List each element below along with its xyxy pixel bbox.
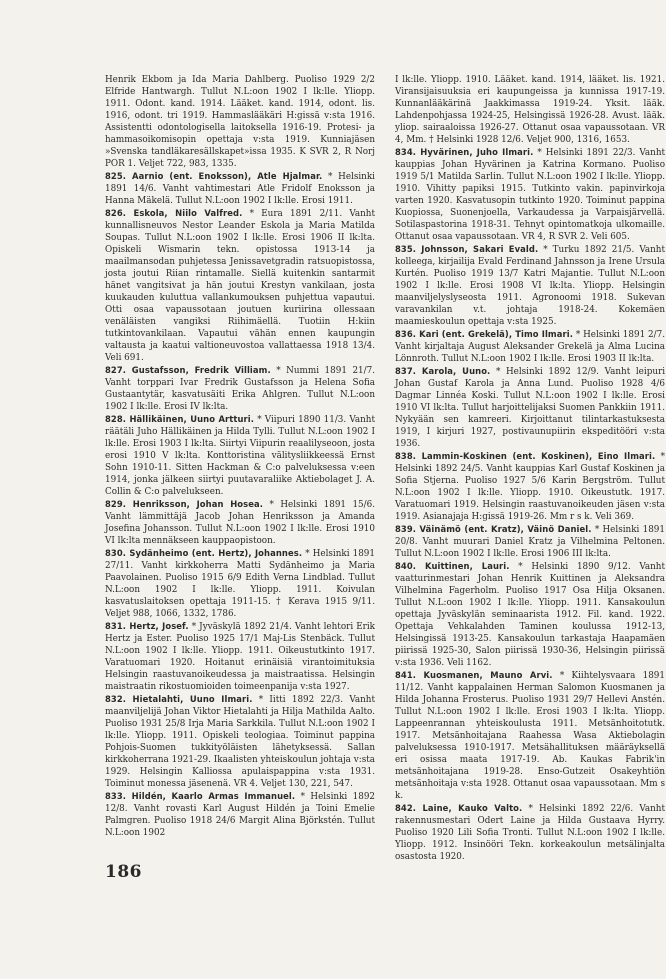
entry-body: * Helsinki 1892 22/6. Vanht rakennusmestari Odert Laine ja Hilda Gustaava Hyrry. Puoliso 1920 Lili Sofia Tronti. Tullut N.L:oon 1902 I lk:lle. Yliopp. 1912. Insinööri Tekn. korkeakoulun metsälinjalta osastosta 1920. (395, 804, 665, 862)
biography-entry (395, 328, 665, 365)
biography-entry (105, 620, 375, 693)
biography-entry (395, 243, 665, 328)
entry-body: * Helsinki 1892 24/5. Vanht kauppias Karl Gustaf Koskinen ja Sofia Stjerna. Puoliso 1927 5/6 Karin Bergström. Tullut N.L:oon 1902 I lk:lle. Yliopp. 1910. Oikeustutk. 1917. Varatuomari 1919. Helsingin raastuvanoikeuden jäsen v:sta 1919. Asianajaja H:gissä 1919-26. Mm r s k. Veli 369. (395, 452, 666, 522)
entry-heading: 830. Sydänheimo (ent. Hertz), Johannes. (105, 548, 303, 558)
biography-entry (105, 693, 375, 790)
biography-entry (395, 560, 665, 669)
entry-body: * Helsinki 1891 2/7. Vanht kirjaltaja August Aleksander Grekelä ja Alma Lucina Lönnroth. Tullut N.L:oon 1902 I lk:lle. Erosi 1903 II lk:lta. (395, 330, 665, 364)
entry-body: * Helsinki 1892 12/9. Vanht leipuri Johan Gustaf Karola ja Anna Lund. Puoliso 1928 4/6 Dagmar Linnéa Koski. Tullut N.L:oon 1902 I lk:lle. Erosi 1910 VI lk:lta. Tullut harjoittelijaksi Suomen Pankkiin 1911. Nykyään sen kamreeri. Kirjoittanut tilintarkastuksesta 1919, I kirjuri 1927, postivaunupiirin ekspeditööri v:sta 1936. (395, 367, 666, 449)
biography-entry (105, 498, 375, 547)
entry-body: Henrik Ekbom ja Ida Maria Dahlberg. Puoliso 1929 2/2 Elfride Hantwargh. Tullut N.L:oon 1902 I lk:lle. Yliopp. 1911. Odont. kand. 1914. Lääket. kand. 1914, odont. lis. 1916, odont. tri 1919. Hammaslääkäri H:gissä v:sta 1916. Assistentti odontologisella laitoksella 1916-19. Protesi- ja hammasoikomisopin opettaja v:sta 1919. Kunniajäsen »Svenska tandläkaresällskapet»issa 1935. K SVR 2, R Norj POR 1. Veljet 722, 983, 1335. (105, 75, 375, 169)
entry-body: * Kiihtelysvaara 1891 11/12. Vanht kappalainen Herman Salomon Kuosmanen ja Hilda Johanna Frosterus. Puoliso 1931 29/7 Hellevi Anstén. Tullut N.L:oon 1902 I lk:lle. Erosi 1903 I lk:lta. Yliopp. Lappeenrannan yhteiskoulusta 1911. Metsänhoitotutk. 1917. Metsänhoitajana Raahessa Wasa Aktiebolagin palveluksessa 1910-1917. Metsähallituksen määräyksellä eri osissa maata 1917-19. Ab. Kaukas Fabrik'in metsänhoitajana 1919-28. Enso-Gutzeit Osakeyhtiön metsänhoitaja v:sta 1928. Ottanut osaa vapaussotaan. Mm s k. (395, 671, 665, 801)
entry-heading: 832. Hietalahti, Uuno Ilmari. (105, 694, 253, 704)
entry-heading: 836. Kari (ent. Grekelä), Timo Ilmari. (395, 329, 573, 339)
entry-body: I lk:lle. Yliopp. 1910. Lääket. kand. 1914, lääket. lis. 1921. Viransijaisuuksia eri kaupungeissa ja kunnissa 1917-19. Kunnanlääkärinä Jaakkimassa 1919-24. Yksit. lääk. Lahdenpohjassa 1924-25, Helsingissä 1926-28. Avust. lääk. yliop. sairaaloissa 1926-27. Ottanut osaa vapaussotaan. VR 4, Mm. † Helsinki 1928 12/6. Veljet 900, 1316, 1653. (395, 75, 665, 145)
entry-heading: 838. Lammin-Koskinen (ent. Koskinen), Eino Ilmari. (395, 451, 656, 461)
entry-body: * Helsinki 1890 9/12. Vanht vaatturinmestari Johan Henrik Kuittinen ja Aleksandra Vilhelmina Fagerholm. Puoliso 1917 Osa Hilja Oksanen. Tullut N.L:oon 1902 I lk:lle. Yliopp. 1911. Kansakoulun opettaja Jyväskylän seminaarista 1912. Fil. kand. 1922. Opettaja Vehkalahden Taminen koulussa 1912-13, Helsingissä 1913-25. Kansakoulun tarkastaja Haapamäen piirissä 1925-30, Salon piirissä 1930-36, Helsingin piirissä v:sta 1936. Veli 1162. (395, 562, 665, 668)
biography-entry (105, 170, 375, 207)
entry-heading: 834. Hyvärinen, Juho Ilmari. (395, 147, 534, 157)
biography-entry (105, 547, 375, 620)
entry-heading: 826. Eskola, Niilo Valfred. (105, 208, 243, 218)
page-number: 186 (105, 862, 142, 882)
biography-entry (395, 450, 665, 523)
biography-entry (105, 74, 375, 170)
entry-body: * Jyväskylä 1892 21/4. Vanht lehtori Erik Hertz ja Ester. Puoliso 1925 17/1 Maj-Lis Stenbäck. Tullut N.L:oon 1902 I lk:lle. Yliopp. 1911. Oikeustutkinto 1917. Varatuomari 1920. Hoitanut erinäisiä virantoimituksia Helsingin raastuvanoikeudessa ja maistraatissa. Helsingin maistraatin rikostuomioiden toimeenpanija v:sta 1927. (105, 622, 375, 692)
entry-body: * Helsinki 1891 20/8. Vanht muurari Daniel Kratz ja Vilhelmina Peltonen. Tullut N.L:oon 1902 I lk:lle. Erosi 1906 III lk:lta. (395, 525, 665, 559)
entry-heading: 839. Väinämö (ent. Kratz), Väinö Daniel. (395, 524, 592, 534)
biography-entry (395, 802, 665, 863)
entry-body: * Helsinki 1891 15/6. Vanht lämmittäjä Jacob Johan Henriksson ja Amanda Josefina Johansson. Tullut N.L:oon 1902 I lk:lle. Erosi 1910 VI lk:lta mennäkseen kauppaopistoon. (105, 500, 376, 546)
entry-body: * Viipuri 1890 11/3. Vanht räätäli Juho Hällikäinen ja Hilda Tylli. Tullut N.L:oon 1902 I lk:lle. Erosi 1903 I lk:lta. Siirtyi Viipurin reaalilyseoon, josta erosi 1910 V lk:lta. Konttoristina välitysliikkeessä Ernst Sohn 1910-11. Sitten Hackman & C:o palveluksessa v:een 1914, jonka jälkeen siirtyi puutavaraliike Aktiebolaget J. A. Collin & C:o palvelukseen. (105, 415, 376, 497)
entry-heading: 827. Gustafsson, Fredrik Villiam. (105, 365, 271, 375)
entry-body: * Turku 1892 21/5. Vanht kolleega, kirjailija Evald Ferdinand Jahnsson ja Irene Ursula Kurtén. Puoliso 1919 13/7 Katri Majantie. Tullut N.L:oon 1902 I lk:lle. Erosi 1908 VI lk:lta. Yliopp. Helsingin maanviljelyslyseosta 1911. Agronoomi 1918. Sukevan varavankilan v.t. johtaja 1918-24. Kokemäen maamieskoulun opettaja v:sta 1925. (395, 245, 665, 327)
biography-entry (395, 74, 665, 146)
entry-heading: 828. Hällikäinen, Uuno Artturi. (105, 414, 255, 424)
entry-heading: 829. Henriksson, Johan Hosea. (105, 499, 264, 509)
entry-heading: 841. Kuosmanen, Mauno Arvi. (395, 670, 553, 680)
entry-heading: 825. Aarnio (ent. Enoksson), Atle Hjalmar. (105, 171, 323, 181)
entry-heading: 835. Johnsson, Sakari Evald. (395, 244, 539, 254)
biography-entry (105, 413, 375, 498)
biography-entry (395, 669, 665, 802)
entry-heading: 842. Laine, Kauko Valto. (395, 803, 523, 813)
entry-body: * Helsinki 1892 12/8. Vanht rovasti Karl August Hildén ja Toini Emelie Palmgren. Puoliso 1918 24/6 Margit Alina Björkstén. Tullut N.L:oon 1902 (105, 792, 376, 838)
biography-entry (395, 365, 665, 450)
entry-heading: 837. Karola, Uuno. (395, 366, 491, 376)
entry-body: * Eura 1891 2/11. Vanht kunnallisneuvos Nestor Leander Eskola ja Maria Matilda Soupas. Tullut N.L:oon 1902 I lk:lle. Erosi 1906 II lk:lta. Opiskeli Wismarin tekn. opistossa 1913-14 ja maailmansodan puhjetessa Jenissavetgradin ratsuopistossa, josta joutui Riian rintamalle. Siellä kuitenkin santarmit hänet vangitsivat ja hän joutui Krestyn vankilaan, josta kuukauden kuluttua vallankumouksen puhjettua vapautui. Otti osaa vapaussotaan joutuen kuriirina ollessaan venäläisten vangiksi Riihimäellä. Tuotiin H:kiin tutkintovankilaan. Vapautui vähän ennen kaupungin valtausta ja kaatui valtioneuvostoa vallattaessa 1918 13/4. Veli 691. (105, 209, 376, 363)
biography-entry (105, 207, 375, 364)
biography-entry (395, 523, 665, 560)
entry-heading: 840. Kuittinen, Lauri. (395, 561, 510, 571)
left-column (105, 74, 375, 863)
biography-entry (105, 790, 375, 839)
entry-heading: 831. Hertz, Josef. (105, 621, 189, 631)
entry-heading: 833. Hildén, Kaarlo Armas Immanuel. (105, 791, 296, 801)
entry-body: * Helsinki 1891 27/11. Vanht kirkkoherra Matti Sydänheimo ja Maria Paavolainen. Puoliso 1915 6/9 Edith Verna Lindblad. Tullut N.L:oon 1902 I lk:lle. Yliopp. 1911. Koivulan kasvatuslaitoksen opettaja 1911-15. † Kerava 1915 9/11. Veljet 988, 1066, 1332, 1786. (105, 549, 375, 619)
entry-body: * Nummi 1891 21/7. Vanht torppari Ivar Fredrik Gustafsson ja Helena Sofia Gustaantytär, kasvatusäiti Erika Ahlgren. Tullut N.L:oon 1902 I lk:lle. Erosi IV lk:lta. (105, 366, 375, 412)
biography-entry (395, 146, 665, 243)
entry-body: * Helsinki 1891 22/3. Vanht kauppias Johan Hyvärinen ja Katrina Kormano. Puoliso 1919 5/1 Matilda Sarlin. Tullut N.L:oon 1902 I lk:lle. Yliopp. 1910. Vihitty papiksi 1915. Tutkinto vakin. papinvirkoja varten 1920. Kasvatusopin tutkinto 1920. Toiminut pappina Kuopiossa, Suonenjoella, Varkaudessa ja Varpaisjärvellä. Sotilaspastorina 1918-31. Tehnyt opintomatkoja ulkomaille. Ottanut osaa vapaussotaan. VR 4, R SVR 2. Veli 605. (395, 148, 666, 242)
text-columns (105, 74, 665, 863)
entry-body: * Helsinki 1891 14/6. Vanht vahtimestari Atle Fridolf Enoksson ja Hanna Mäkelä. Tullut N.L:oon 1902 I lk:lle. Erosi 1911. (105, 172, 375, 206)
biography-entry (105, 364, 375, 413)
entry-body: * Iitti 1892 22/3. Vanht maanviljelijä Johan Viktor Hietalahti ja Hilja Mathilda Aalto. Puoliso 1931 25/8 Irja Maria Sarkkila. Tullut N.L:oon 1902 I lk:lle. Yliopp. 1911. Opiskeli teologiaa. Toiminut pappina Pohjois-Suomen tukkityöläisten lähetyksessä. Sallan kirkkoherrana 1921-29. Ikaalisten yhteiskoulun johtaja v:sta 1929. Helsingin Kalliossa apulaispappina v:sta 1931. Toiminut monessa jäsenenä. VR 4. Veljet 130, 221, 547. (105, 695, 375, 789)
right-column (395, 74, 665, 863)
